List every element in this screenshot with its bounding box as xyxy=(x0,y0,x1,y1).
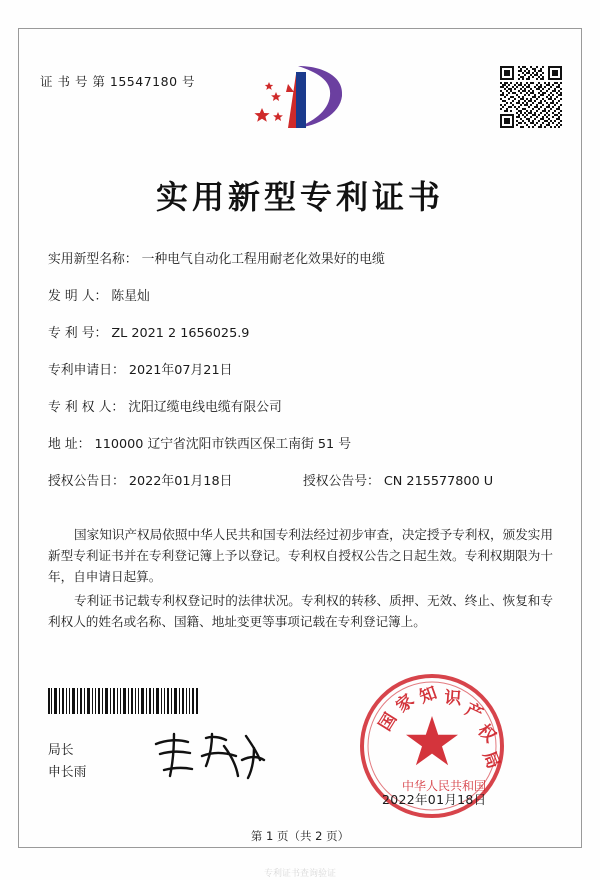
field-value: 陈星灿 xyxy=(111,289,150,304)
field-value: 一种电气自动化工程用耐老化效果好的电缆 xyxy=(141,252,385,267)
paragraph-text: 国家知识产权局依照中华人民共和国专利法经过初步审查，决定授予专利权，颁发实用新型专利证书并在专利登记簿上予以登记。专利权自授权公告之日起生效。专利权期限为十年，自申请日起算。 xyxy=(48,527,553,584)
svg-text:知: 知 xyxy=(416,683,440,708)
field-row-inventor xyxy=(48,285,553,322)
field-label: 专 利 号： xyxy=(48,326,108,341)
seal-date: 2022年01月18日 xyxy=(382,792,487,807)
svg-text:中华人民共和国: 中华人民共和国 xyxy=(402,779,487,793)
field-label: 授权公告日： xyxy=(48,474,125,489)
field-row-patentee xyxy=(48,396,553,433)
grant-announcement-number-group xyxy=(303,470,493,489)
field-row-address xyxy=(48,433,553,470)
field-row-application-date xyxy=(48,359,553,396)
field-label: 授权公告号： xyxy=(303,474,380,489)
page-subfooter: 专利证书查询验证 xyxy=(263,869,336,879)
svg-text:国: 国 xyxy=(375,709,402,735)
field-label: 专 利 权 人： xyxy=(48,400,125,415)
field-value: CN 215577800 U xyxy=(383,474,494,489)
svg-text:识: 识 xyxy=(443,688,463,710)
paragraph-text: 专利证书记载专利权登记时的法律状况。专利权的转移、质押、无效、终止、恢复和专利权人的姓名或名称、国籍、地址变更等事项记载在专利登记簿上。 xyxy=(48,593,553,629)
field-value: ZL 2021 2 1656025.9 xyxy=(111,326,250,341)
paragraph-legal-2 xyxy=(48,590,553,632)
field-value: 沈阳辽缆电线电缆有限公司 xyxy=(128,400,282,415)
page-title: 实用新型专利证书 xyxy=(155,178,444,216)
svg-text:家: 家 xyxy=(392,690,419,717)
field-label: 发 明 人： xyxy=(48,289,108,304)
certificate-number: 证 书 号 第 15547180 号 xyxy=(40,74,195,89)
qr-code xyxy=(500,66,562,128)
handwritten-signature xyxy=(150,726,270,786)
signature-block xyxy=(48,740,86,784)
cnipa-logo xyxy=(252,62,348,134)
field-value: 110000 辽宁省沈阳市铁西区保工南街 51 号 xyxy=(94,437,352,452)
field-value: 2021年07月21日 xyxy=(128,363,233,378)
field-row-invention-name xyxy=(48,248,553,285)
fields-list xyxy=(48,248,553,507)
field-value: 2022年01月18日 xyxy=(128,474,233,489)
svg-text:权: 权 xyxy=(473,720,500,747)
field-row-grant-announcement xyxy=(48,470,553,507)
field-label: 专利申请日： xyxy=(48,363,125,378)
field-label: 实用新型名称： xyxy=(48,252,138,267)
svg-text:局: 局 xyxy=(478,748,504,772)
page-footer: 第 1 页（共 2 页） xyxy=(250,829,350,843)
paragraph-legal-1 xyxy=(48,524,553,587)
signature-title: 局长 xyxy=(48,743,74,758)
barcode xyxy=(48,688,198,714)
signature-name: 申长雨 xyxy=(48,765,87,780)
field-label: 地 址： xyxy=(48,437,91,452)
svg-text:产: 产 xyxy=(461,699,486,725)
field-row-patent-number xyxy=(48,322,553,359)
